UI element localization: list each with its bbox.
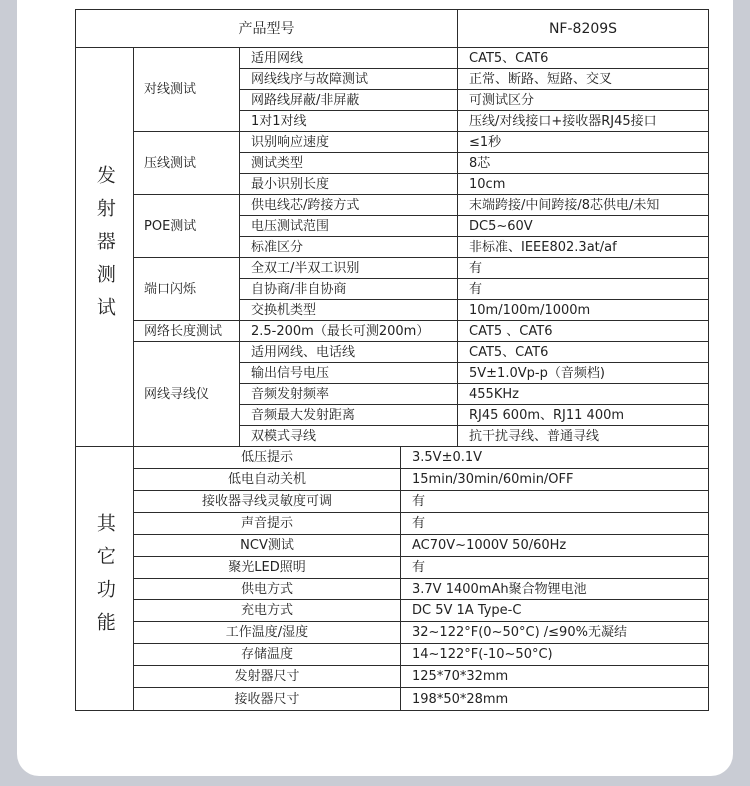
spec-table bbox=[75, 9, 709, 711]
feature-label: 接收器寻线灵敏度可调 bbox=[134, 491, 401, 513]
section-name: 端口闪烁 bbox=[134, 258, 240, 321]
feature-value: 125*70*32mm bbox=[401, 666, 708, 688]
spec-label: 识别响应速度 bbox=[240, 132, 458, 153]
feature-label: 充电方式 bbox=[134, 600, 401, 622]
spec-value: 压线/对线接口+接收器RJ45接口 bbox=[458, 111, 708, 132]
spec-value: CAT5、CAT6 bbox=[458, 48, 708, 69]
spec-label: 1对1对线 bbox=[240, 111, 458, 132]
spec-label: 最小识别长度 bbox=[240, 174, 458, 195]
emitter-group-title bbox=[76, 48, 134, 447]
feature-label: NCV测试 bbox=[134, 535, 401, 557]
spec-value: 有 bbox=[458, 279, 708, 300]
spec-label: 测试类型 bbox=[240, 153, 458, 174]
feature-label: 接收器尺寸 bbox=[134, 688, 401, 710]
feature-value: 32~122°F(0~50°C) /≤90%无凝结 bbox=[401, 622, 708, 644]
spec-value: 末端跨接/中间跨接/8芯供电/未知 bbox=[458, 195, 708, 216]
spec-label: 供电线芯/跨接方式 bbox=[240, 195, 458, 216]
spec-value: 10m/100m/1000m bbox=[458, 300, 708, 321]
feature-label: 发射器尺寸 bbox=[134, 666, 401, 688]
feature-value: 有 bbox=[401, 557, 708, 579]
spec-value: DC5~60V bbox=[458, 216, 708, 237]
section-name: 网线寻线仪 bbox=[134, 342, 240, 447]
feature-value: AC70V~1000V 50/60Hz bbox=[401, 535, 708, 557]
feature-value: DC 5V 1A Type-C bbox=[401, 600, 708, 622]
spec-label: 2.5-200m（最长可测200m） bbox=[240, 321, 458, 342]
feature-label: 低压提示 bbox=[134, 447, 401, 469]
header-value: NF-8209S bbox=[458, 10, 708, 48]
header-label: 产品型号 bbox=[76, 10, 458, 48]
spec-label: 音频最大发射距离 bbox=[240, 405, 458, 426]
spec-value: 455KHz bbox=[458, 384, 708, 405]
feature-label: 供电方式 bbox=[134, 579, 401, 600]
spec-label: 交换机类型 bbox=[240, 300, 458, 321]
spec-value: RJ45 600m、RJ11 400m bbox=[458, 405, 708, 426]
feature-label: 声音提示 bbox=[134, 513, 401, 535]
spec-value: 8芯 bbox=[458, 153, 708, 174]
feature-label: 工作温度/湿度 bbox=[134, 622, 401, 644]
spec-label: 双模式寻线 bbox=[240, 426, 458, 447]
spec-value: CAT5 、CAT6 bbox=[458, 321, 708, 342]
spec-label: 网路线屏蔽/非屏蔽 bbox=[240, 90, 458, 111]
section-name: 压线测试 bbox=[134, 132, 240, 195]
emitter-group-title-text: 发射器测试 bbox=[93, 164, 116, 330]
spec-label: 全双工/半双工识别 bbox=[240, 258, 458, 279]
spec-label: 输出信号电压 bbox=[240, 363, 458, 384]
spec-value: 可测试区分 bbox=[458, 90, 708, 111]
feature-value: 3.7V 1400mAh聚合物锂电池 bbox=[401, 579, 708, 600]
spec-label: 音频发射频率 bbox=[240, 384, 458, 405]
spec-value: 5V±1.0Vp-p（音频档) bbox=[458, 363, 708, 384]
spec-value: CAT5、CAT6 bbox=[458, 342, 708, 363]
feature-value: 有 bbox=[401, 491, 708, 513]
feature-value: 15min/30min/60min/OFF bbox=[401, 469, 708, 491]
feature-label: 聚光LED照明 bbox=[134, 557, 401, 579]
feature-label: 存储温度 bbox=[134, 644, 401, 666]
spec-card bbox=[17, 0, 733, 776]
spec-value: 抗干扰寻线、普通寻线 bbox=[458, 426, 708, 447]
feature-value: 198*50*28mm bbox=[412, 691, 509, 707]
feature-label: 低电自动关机 bbox=[134, 469, 401, 491]
section-name: POE测试 bbox=[134, 195, 240, 258]
spec-label: 电压测试范围 bbox=[240, 216, 458, 237]
spec-value: 非标准、IEEE802.3at/af bbox=[458, 237, 708, 258]
spec-value: 正常、断路、短路、交叉 bbox=[458, 69, 708, 90]
feature-value: 3.5V±0.1V bbox=[401, 447, 708, 469]
spec-value: 有 bbox=[458, 258, 708, 279]
spec-label: 自协商/非自协商 bbox=[240, 279, 458, 300]
spec-label: 适用网线、电话线 bbox=[240, 342, 458, 363]
other-group-title bbox=[76, 447, 134, 710]
section-name: 网络长度测试 bbox=[134, 321, 240, 342]
feature-value: 有 bbox=[401, 513, 708, 535]
section-name: 对线测试 bbox=[134, 48, 240, 132]
spec-label: 适用网线 bbox=[240, 48, 458, 69]
spec-value: ≤1秒 bbox=[458, 132, 708, 153]
spec-label: 标准区分 bbox=[240, 237, 458, 258]
spec-value: 10cm bbox=[458, 174, 708, 195]
spec-label: 网线线序与故障测试 bbox=[240, 69, 458, 90]
feature-value: 14~122°F(-10~50°C) bbox=[401, 644, 708, 666]
other-group-title-text: 其它功能 bbox=[93, 512, 116, 645]
